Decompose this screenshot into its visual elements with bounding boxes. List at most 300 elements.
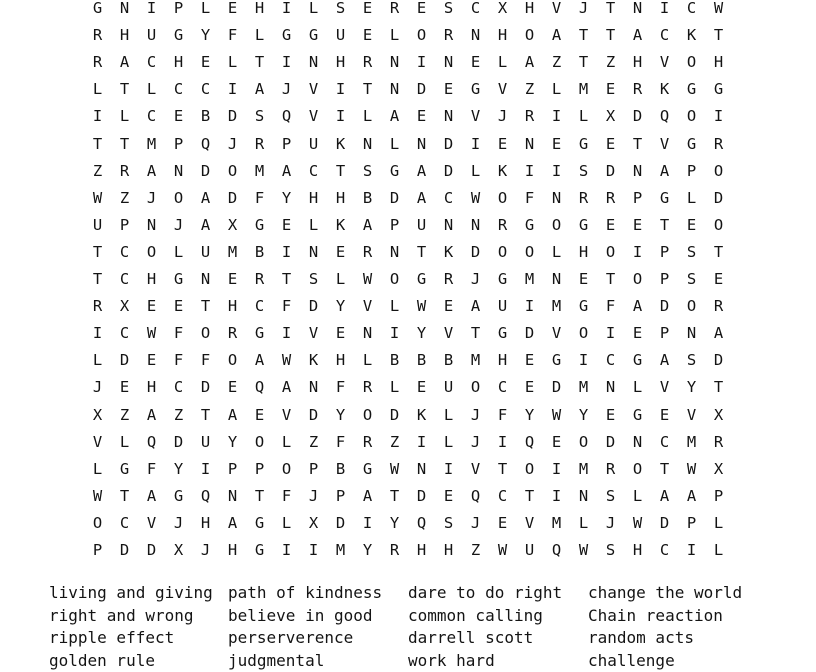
grid-letter: F bbox=[246, 190, 273, 207]
grid-letter: D bbox=[435, 163, 462, 180]
grid-letter: R bbox=[246, 271, 273, 288]
grid-letter: B bbox=[381, 352, 408, 369]
grid-letter: M bbox=[327, 542, 354, 559]
grid-letter: P bbox=[327, 488, 354, 505]
grid-letter: L bbox=[192, 0, 219, 17]
grid-letter: J bbox=[273, 81, 300, 98]
grid-letter: A bbox=[354, 488, 381, 505]
grid-letter: N bbox=[300, 244, 327, 261]
grid-letter: A bbox=[516, 54, 543, 71]
grid-letter: C bbox=[597, 352, 624, 369]
grid-letter: O bbox=[678, 54, 705, 71]
grid-letter: I bbox=[138, 0, 165, 17]
grid-letter: H bbox=[489, 27, 516, 44]
grid-letter: Z bbox=[516, 81, 543, 98]
grid-letter: I bbox=[651, 0, 678, 17]
grid-letter: R bbox=[354, 434, 381, 451]
grid-letter: P bbox=[165, 0, 192, 17]
grid-letter: H bbox=[408, 542, 435, 559]
grid-letter: L bbox=[705, 515, 732, 532]
grid-letter: Q bbox=[408, 515, 435, 532]
grid-letter: Q bbox=[651, 108, 678, 125]
grid-letter: S bbox=[678, 271, 705, 288]
grid-letter: R bbox=[84, 27, 111, 44]
grid-letter: O bbox=[570, 434, 597, 451]
grid-letter: F bbox=[597, 298, 624, 315]
grid-letter: N bbox=[138, 217, 165, 234]
grid-letter: O bbox=[705, 163, 732, 180]
grid-letter: U bbox=[84, 217, 111, 234]
grid-letter: V bbox=[462, 461, 489, 478]
grid-letter: A bbox=[678, 488, 705, 505]
grid-letter: J bbox=[597, 515, 624, 532]
grid-letter: A bbox=[111, 54, 138, 71]
grid-letter: P bbox=[705, 488, 732, 505]
grid-letter: O bbox=[408, 27, 435, 44]
grid-letter: D bbox=[462, 244, 489, 261]
grid-letter: L bbox=[273, 434, 300, 451]
grid-letter: C bbox=[462, 0, 489, 17]
grid-letter: H bbox=[219, 542, 246, 559]
grid-letter: L bbox=[624, 379, 651, 396]
grid-letter: A bbox=[705, 325, 732, 342]
grid-letter: I bbox=[327, 81, 354, 98]
grid-letter: V bbox=[300, 81, 327, 98]
grid-letter: S bbox=[570, 163, 597, 180]
grid-letter: O bbox=[462, 379, 489, 396]
word-item: challenge bbox=[588, 650, 742, 672]
grid-letter: R bbox=[246, 136, 273, 153]
grid-letter: G bbox=[624, 407, 651, 424]
grid-letter: R bbox=[705, 136, 732, 153]
grid-letter: Q bbox=[138, 434, 165, 451]
grid-letter: G bbox=[273, 27, 300, 44]
grid-letter: E bbox=[516, 379, 543, 396]
grid-letter: O bbox=[84, 515, 111, 532]
grid-letter: A bbox=[273, 379, 300, 396]
grid-letter: T bbox=[246, 54, 273, 71]
grid-letter: L bbox=[219, 54, 246, 71]
grid-letter: B bbox=[327, 461, 354, 478]
grid-letter: I bbox=[516, 298, 543, 315]
grid-letter: F bbox=[165, 352, 192, 369]
grid-letter: P bbox=[624, 190, 651, 207]
grid-letter: V bbox=[489, 81, 516, 98]
grid-letter: P bbox=[381, 217, 408, 234]
grid-letter: U bbox=[408, 217, 435, 234]
grid-letter: S bbox=[435, 515, 462, 532]
grid-letter: B bbox=[408, 352, 435, 369]
grid-letter: N bbox=[435, 54, 462, 71]
grid-letter: A bbox=[138, 488, 165, 505]
grid-letter: C bbox=[111, 515, 138, 532]
grid-letter: A bbox=[381, 108, 408, 125]
grid-letter: I bbox=[84, 325, 111, 342]
grid-letter: T bbox=[489, 461, 516, 478]
grid-letter: Z bbox=[462, 542, 489, 559]
grid-letter: O bbox=[543, 217, 570, 234]
grid-letter: R bbox=[705, 434, 732, 451]
grid-letter: T bbox=[192, 298, 219, 315]
grid-letter: D bbox=[597, 163, 624, 180]
grid-letter: E bbox=[597, 136, 624, 153]
grid-letter: F bbox=[516, 190, 543, 207]
grid-letter: P bbox=[300, 461, 327, 478]
grid-letter: I bbox=[570, 352, 597, 369]
grid-letter: Y bbox=[408, 325, 435, 342]
grid-letter: J bbox=[462, 407, 489, 424]
grid-letter: N bbox=[435, 108, 462, 125]
grid-letter: D bbox=[300, 298, 327, 315]
grid-letter: L bbox=[300, 217, 327, 234]
grid-letter: A bbox=[543, 27, 570, 44]
grid-letter: C bbox=[651, 27, 678, 44]
grid-letter: E bbox=[219, 0, 246, 17]
word-item: Chain reaction bbox=[588, 605, 742, 628]
grid-letter: U bbox=[327, 27, 354, 44]
grid-letter: K bbox=[408, 407, 435, 424]
grid-letter: H bbox=[327, 54, 354, 71]
grid-letter: W bbox=[138, 325, 165, 342]
grid-letter: G bbox=[570, 298, 597, 315]
grid-letter: H bbox=[327, 352, 354, 369]
grid-letter: V bbox=[84, 434, 111, 451]
grid-letter: D bbox=[300, 407, 327, 424]
grid-letter: S bbox=[327, 0, 354, 17]
grid-letter: T bbox=[381, 488, 408, 505]
grid-letter: A bbox=[273, 163, 300, 180]
grid-letter: G bbox=[678, 81, 705, 98]
grid-letter: O bbox=[219, 352, 246, 369]
grid-letter: I bbox=[354, 515, 381, 532]
grid-letter: T bbox=[651, 217, 678, 234]
grid-letter: G bbox=[354, 461, 381, 478]
grid-letter: F bbox=[273, 488, 300, 505]
grid-letter: N bbox=[111, 0, 138, 17]
grid-letter: P bbox=[273, 136, 300, 153]
grid-letter: U bbox=[516, 542, 543, 559]
grid-letter: L bbox=[381, 298, 408, 315]
grid-letter: I bbox=[435, 461, 462, 478]
grid-letter: E bbox=[273, 217, 300, 234]
grid-letter: D bbox=[651, 515, 678, 532]
grid-letter: J bbox=[84, 379, 111, 396]
grid-letter: X bbox=[111, 298, 138, 315]
grid-letter: L bbox=[705, 542, 732, 559]
grid-letter: Y bbox=[381, 515, 408, 532]
grid-letter: T bbox=[705, 379, 732, 396]
grid-letter: N bbox=[624, 0, 651, 17]
grid-letter: Q bbox=[192, 488, 219, 505]
grid-letter: R bbox=[354, 244, 381, 261]
grid-letter: L bbox=[327, 271, 354, 288]
grid-letter: O bbox=[516, 461, 543, 478]
grid-letter: C bbox=[489, 379, 516, 396]
grid-letter: J bbox=[192, 542, 219, 559]
grid-letter: L bbox=[543, 81, 570, 98]
grid-letter: D bbox=[138, 542, 165, 559]
grid-letter: P bbox=[84, 542, 111, 559]
grid-letter: F bbox=[489, 407, 516, 424]
word-item: darrell scott bbox=[408, 627, 562, 650]
grid-letter: J bbox=[489, 108, 516, 125]
grid-letter: N bbox=[165, 163, 192, 180]
grid-letter: N bbox=[624, 434, 651, 451]
word-item: change the world bbox=[588, 582, 742, 605]
grid-letter: E bbox=[705, 271, 732, 288]
grid-letter: G bbox=[651, 190, 678, 207]
grid-letter: A bbox=[408, 190, 435, 207]
grid-letter: S bbox=[300, 271, 327, 288]
grid-letter: I bbox=[300, 542, 327, 559]
grid-letter: Q bbox=[543, 542, 570, 559]
grid-letter: D bbox=[192, 379, 219, 396]
word-item: judgmental bbox=[228, 650, 382, 672]
grid-letter: G bbox=[165, 488, 192, 505]
grid-letter: A bbox=[192, 190, 219, 207]
grid-letter: M bbox=[516, 271, 543, 288]
grid-letter: I bbox=[408, 434, 435, 451]
grid-letter: N bbox=[678, 325, 705, 342]
grid-letter: O bbox=[678, 108, 705, 125]
word-column-4 bbox=[588, 582, 742, 672]
grid-letter: P bbox=[219, 461, 246, 478]
grid-letter: G bbox=[246, 217, 273, 234]
grid-letter: L bbox=[354, 352, 381, 369]
grid-letter: N bbox=[516, 136, 543, 153]
grid-letter: N bbox=[408, 461, 435, 478]
grid-letter: I bbox=[327, 108, 354, 125]
grid-letter: I bbox=[273, 0, 300, 17]
grid-letter: B bbox=[192, 108, 219, 125]
grid-letter: I bbox=[597, 325, 624, 342]
grid-letter: T bbox=[246, 488, 273, 505]
grid-letter: T bbox=[462, 325, 489, 342]
grid-letter: H bbox=[138, 379, 165, 396]
grid-letter: H bbox=[624, 54, 651, 71]
grid-letter: O bbox=[705, 217, 732, 234]
grid-letter: A bbox=[408, 163, 435, 180]
grid-letter: H bbox=[327, 190, 354, 207]
grid-letter: N bbox=[462, 27, 489, 44]
grid-letter: L bbox=[489, 54, 516, 71]
grid-letter: B bbox=[354, 190, 381, 207]
grid-letter: G bbox=[489, 271, 516, 288]
grid-letter: P bbox=[651, 325, 678, 342]
grid-letter: W bbox=[624, 515, 651, 532]
grid-letter: C bbox=[489, 488, 516, 505]
grid-letter: L bbox=[624, 488, 651, 505]
grid-letter: E bbox=[678, 217, 705, 234]
grid-letter: M bbox=[219, 244, 246, 261]
grid-letter: E bbox=[651, 407, 678, 424]
word-item: path of kindness bbox=[228, 582, 382, 605]
grid-letter: O bbox=[624, 271, 651, 288]
grid-letter: E bbox=[462, 54, 489, 71]
grid-letter: Q bbox=[273, 108, 300, 125]
grid-letter: A bbox=[624, 27, 651, 44]
grid-letter: V bbox=[435, 325, 462, 342]
grid-letter: D bbox=[516, 325, 543, 342]
grid-letter: W bbox=[84, 190, 111, 207]
grid-letter: N bbox=[300, 54, 327, 71]
grid-letter: L bbox=[435, 407, 462, 424]
grid-letter: A bbox=[651, 352, 678, 369]
grid-letter: L bbox=[381, 379, 408, 396]
grid-letter: J bbox=[570, 0, 597, 17]
grid-letter: D bbox=[219, 190, 246, 207]
grid-letter: A bbox=[651, 488, 678, 505]
grid-letter: C bbox=[165, 379, 192, 396]
grid-letter: W bbox=[354, 271, 381, 288]
grid-letter: X bbox=[165, 542, 192, 559]
grid-letter: V bbox=[678, 407, 705, 424]
grid-letter: Y bbox=[192, 27, 219, 44]
grid-letter: P bbox=[651, 271, 678, 288]
grid-letter: N bbox=[300, 379, 327, 396]
grid-letter: V bbox=[138, 515, 165, 532]
grid-letter: G bbox=[624, 352, 651, 369]
word-item: work hard bbox=[408, 650, 562, 672]
grid-letter: D bbox=[435, 136, 462, 153]
grid-letter: N bbox=[462, 217, 489, 234]
grid-letter: Q bbox=[516, 434, 543, 451]
grid-letter: Y bbox=[327, 407, 354, 424]
grid-letter: E bbox=[543, 136, 570, 153]
grid-letter: V bbox=[651, 136, 678, 153]
grid-letter: O bbox=[165, 190, 192, 207]
grid-letter: X bbox=[489, 0, 516, 17]
grid-letter: G bbox=[246, 515, 273, 532]
grid-letter: C bbox=[435, 190, 462, 207]
grid-letter: B bbox=[435, 352, 462, 369]
word-item: living and giving bbox=[49, 582, 213, 605]
grid-letter: T bbox=[624, 136, 651, 153]
grid-letter: E bbox=[327, 325, 354, 342]
grid-letter: Y bbox=[273, 190, 300, 207]
grid-letter: E bbox=[489, 515, 516, 532]
grid-letter: N bbox=[624, 163, 651, 180]
grid-letter: F bbox=[192, 352, 219, 369]
grid-letter: O bbox=[489, 190, 516, 207]
grid-letter: Q bbox=[192, 136, 219, 153]
grid-letter: E bbox=[219, 271, 246, 288]
grid-letter: L bbox=[435, 434, 462, 451]
grid-letter: F bbox=[327, 379, 354, 396]
grid-letter: I bbox=[273, 542, 300, 559]
grid-letter: H bbox=[192, 515, 219, 532]
grid-letter: X bbox=[219, 217, 246, 234]
grid-letter: R bbox=[84, 54, 111, 71]
grid-letter: A bbox=[219, 407, 246, 424]
grid-letter: R bbox=[381, 542, 408, 559]
grid-letter: E bbox=[219, 379, 246, 396]
grid-letter: L bbox=[381, 136, 408, 153]
grid-letter: W bbox=[705, 0, 732, 17]
grid-letter: A bbox=[219, 515, 246, 532]
grid-letter: V bbox=[273, 407, 300, 424]
grid-letter: D bbox=[111, 352, 138, 369]
grid-letter: G bbox=[111, 461, 138, 478]
grid-letter: I bbox=[408, 54, 435, 71]
grid-letter: E bbox=[354, 0, 381, 17]
grid-letter: O bbox=[516, 244, 543, 261]
grid-letter: T bbox=[651, 461, 678, 478]
grid-letter: O bbox=[246, 434, 273, 451]
grid-letter: X bbox=[705, 461, 732, 478]
grid-letter: G bbox=[489, 325, 516, 342]
grid-letter: D bbox=[705, 190, 732, 207]
grid-letter: U bbox=[489, 298, 516, 315]
grid-letter: Z bbox=[300, 434, 327, 451]
grid-letter: G bbox=[408, 271, 435, 288]
grid-letter: H bbox=[516, 0, 543, 17]
grid-letter: O bbox=[354, 407, 381, 424]
grid-letter: O bbox=[597, 244, 624, 261]
grid-letter: E bbox=[408, 379, 435, 396]
grid-letter: J bbox=[219, 136, 246, 153]
grid-letter: E bbox=[570, 271, 597, 288]
grid-letter: I bbox=[705, 108, 732, 125]
grid-letter: R bbox=[84, 298, 111, 315]
grid-letter: L bbox=[462, 163, 489, 180]
grid-letter: J bbox=[462, 434, 489, 451]
grid-letter: J bbox=[138, 190, 165, 207]
grid-letter: D bbox=[219, 108, 246, 125]
grid-letter: J bbox=[165, 217, 192, 234]
grid-letter: Z bbox=[84, 163, 111, 180]
grid-letter: V bbox=[543, 0, 570, 17]
grid-letter: I bbox=[273, 244, 300, 261]
grid-letter: V bbox=[354, 298, 381, 315]
grid-letter: O bbox=[624, 461, 651, 478]
grid-letter: R bbox=[570, 190, 597, 207]
grid-letter: E bbox=[543, 434, 570, 451]
grid-letter: C bbox=[138, 108, 165, 125]
grid-letter: H bbox=[489, 352, 516, 369]
grid-letter: A bbox=[354, 217, 381, 234]
grid-letter: E bbox=[516, 352, 543, 369]
grid-letter: Z bbox=[165, 407, 192, 424]
grid-letter: S bbox=[678, 244, 705, 261]
grid-letter: A bbox=[138, 407, 165, 424]
grid-letter: P bbox=[246, 461, 273, 478]
grid-letter: R bbox=[705, 298, 732, 315]
grid-letter: M bbox=[138, 136, 165, 153]
grid-letter: I bbox=[219, 81, 246, 98]
grid-letter: N bbox=[543, 190, 570, 207]
grid-letter: S bbox=[354, 163, 381, 180]
grid-letter: U bbox=[435, 379, 462, 396]
grid-letter: M bbox=[570, 379, 597, 396]
grid-letter: D bbox=[381, 407, 408, 424]
grid-letter: I bbox=[543, 488, 570, 505]
grid-letter: K bbox=[327, 136, 354, 153]
grid-letter: I bbox=[84, 108, 111, 125]
grid-letter: L bbox=[543, 244, 570, 261]
grid-letter: C bbox=[246, 298, 273, 315]
grid-letter: O bbox=[138, 244, 165, 261]
grid-letter: E bbox=[489, 136, 516, 153]
grid-letter: E bbox=[435, 81, 462, 98]
grid-letter: Q bbox=[462, 488, 489, 505]
grid-letter: U bbox=[300, 136, 327, 153]
grid-letter: Y bbox=[516, 407, 543, 424]
grid-letter: R bbox=[381, 0, 408, 17]
grid-letter: D bbox=[597, 434, 624, 451]
grid-letter: G bbox=[570, 136, 597, 153]
grid-letter: I bbox=[273, 54, 300, 71]
